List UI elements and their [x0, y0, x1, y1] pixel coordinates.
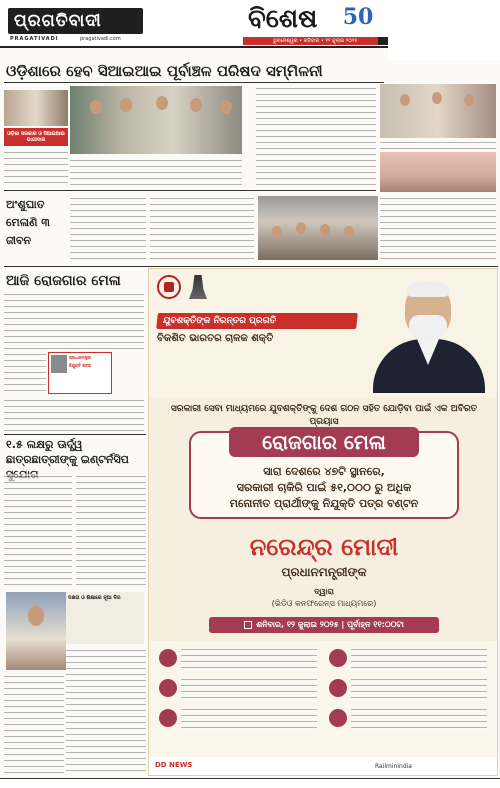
article-text	[4, 292, 144, 350]
meeting-photo	[258, 196, 378, 260]
divider	[4, 434, 146, 435]
article-text	[380, 196, 496, 264]
document-icon	[329, 649, 347, 667]
speaker-photo	[6, 592, 66, 670]
info-item	[159, 677, 319, 703]
railways-handle[interactable]: Railminindia	[375, 763, 412, 770]
people-icon	[159, 649, 177, 667]
article-text	[150, 196, 254, 260]
info-item	[159, 647, 319, 673]
officials-photo	[380, 152, 496, 192]
ad-tagline-secondary: ବିକଶିତ ଭାରତର ଚାଳକ ଶକ୍ତି	[157, 333, 274, 344]
website-url[interactable]: pragativadi.com	[80, 36, 121, 42]
section-title: ବିଶେଷ	[248, 4, 318, 34]
rathayatra-photo	[380, 84, 496, 138]
laptop-icon	[329, 679, 347, 697]
side-headline[interactable]: ଅଂଶୁଘାତ ମେଳାଣି ୩ ଜୀବନ	[6, 198, 50, 247]
ad-footer	[149, 757, 498, 776]
group-icon	[329, 709, 347, 727]
video-conference-note: (ଭିଡିଓ କନଫରେନ୍ସ ମାଧ୍ୟମରେ)	[271, 599, 377, 608]
article-text	[4, 674, 64, 774]
event-date: ଶନିବାର, ୧୨ ଜୁଲାଇ ୨୦୨୫ | ପୂର୍ବାହ୍ନ ୧୧:୦୦ଟା	[256, 620, 404, 629]
article-text	[4, 474, 72, 590]
calendar-icon	[244, 621, 252, 629]
article-text	[76, 474, 146, 590]
lead-headline[interactable]: ଓଡ଼ିଶାରେ ହେବ ସିଆଇଆଇ ପୂର୍ବାଞ୍ଚଳ ପରିଷଦ ସମ୍ମିଳନୀ	[6, 62, 323, 80]
inset-label: ପ୍ରଧାନମନ୍ତ୍ରୀ	[69, 355, 92, 360]
info-item	[329, 677, 489, 703]
internship-headline[interactable]: ୧.୫ ଲକ୍ଷରୁ ଊର୍ଦ୍ଧ୍ୱ ଛାତ୍ରଛାତ୍ରୀଙ୍କୁ ଇଣ୍ଟର୍ନସିପ	[6, 438, 129, 466]
divider	[4, 266, 498, 267]
pm-thumbnail	[51, 355, 67, 373]
info-item	[159, 707, 319, 733]
ad-tagline: ଯୁବଶକ୍ତିଙ୍କ ନିରନ୍ତର ପ୍ରଗତି	[156, 313, 358, 329]
pull-quote: ଦକ୍ଷତା ଓ ଶିକ୍ଷାରେ ନୂଆ ଦିଗ	[66, 592, 144, 644]
railways-logo-icon	[157, 275, 181, 299]
ad-info-grid	[149, 641, 498, 757]
info-item	[329, 647, 489, 673]
divider	[4, 190, 376, 191]
article-text	[70, 196, 146, 260]
divider	[4, 82, 384, 83]
info-item	[329, 707, 489, 733]
caption-text	[380, 140, 496, 150]
rozgar-headline[interactable]: ଆଜି ରୋଜଗାର ମେଳା	[6, 273, 121, 289]
article-text	[256, 86, 376, 192]
accessibility-icon	[159, 709, 177, 727]
event-date-bar	[209, 617, 439, 633]
pm-title: ପ୍ରଧାନମନ୍ତ୍ରୀଙ୍କ	[281, 565, 367, 579]
article-text	[4, 352, 46, 396]
by-label: ଦ୍ୱାରା	[314, 587, 334, 596]
top-right-story-headline[interactable]	[388, 0, 500, 60]
article-text	[4, 150, 68, 186]
pm-name: ନରେନ୍ଦ୍ର ମୋଦୀ	[249, 533, 399, 561]
newspaper-logo[interactable]: ପ୍ରଗତିବାଦୀ	[8, 8, 143, 34]
building-icon	[159, 679, 177, 697]
dateline: ଭୁବନେଶ୍ୱର • ରବିବାର • ୧୨ ଜୁଲାଇ ୨୦୨୫	[243, 37, 433, 45]
ad-intro-text: ସରକାରୀ ସେବା ମାଧ୍ୟମରେ ଯୁବଶକ୍ତିଙ୍କୁ ଦେଶ ଗଠନ ସହିତ ଯୋଡ଼ିବା ପାଇଁ ଏକ ଅବିରତ ପ୍ରୟାସ	[170, 404, 478, 427]
article-text	[4, 398, 144, 432]
highlight-box: ଓଡ଼ିଶା ସରକାର ଓ ସିଆଇଆଇ ଭାଗୀଦାର	[4, 128, 68, 146]
article-text	[70, 158, 242, 186]
pm-inset-box	[48, 352, 112, 394]
ad-detail-line: ସରକାରୀ ଚାକିରି ପାଇଁ ୫୧,୦୦୦ ରୁ ଅଧିକ	[236, 481, 412, 494]
article-text	[66, 648, 146, 774]
lead-photo	[70, 86, 242, 154]
ad-detail-line: ମନୋନୀତ ପ୍ରାର୍ଥୀଙ୍କୁ ନିଯୁକ୍ତି ପତ୍ର ବଣ୍ଟନ	[229, 497, 419, 510]
rozgar-mela-advertisement[interactable]	[148, 268, 498, 776]
lead-side-photo	[4, 90, 68, 126]
logo-subtitle: PRAGATIVADI	[10, 36, 59, 42]
rozgar-mela-title: ରୋଜଗାର ମେଳା	[229, 427, 419, 457]
dd-news-logo: DD NEWS	[155, 761, 193, 769]
page-footer	[0, 778, 500, 788]
inset-label: ନିଯୁକ୍ତି ପତ୍ର	[69, 363, 92, 368]
anniversary-badge: 50	[342, 4, 374, 30]
pm-portrait	[369, 275, 489, 393]
ad-detail-line: ସାରା ଦେଶରେ ୪୭ଟି ସ୍ଥାନରେ,	[263, 465, 385, 478]
